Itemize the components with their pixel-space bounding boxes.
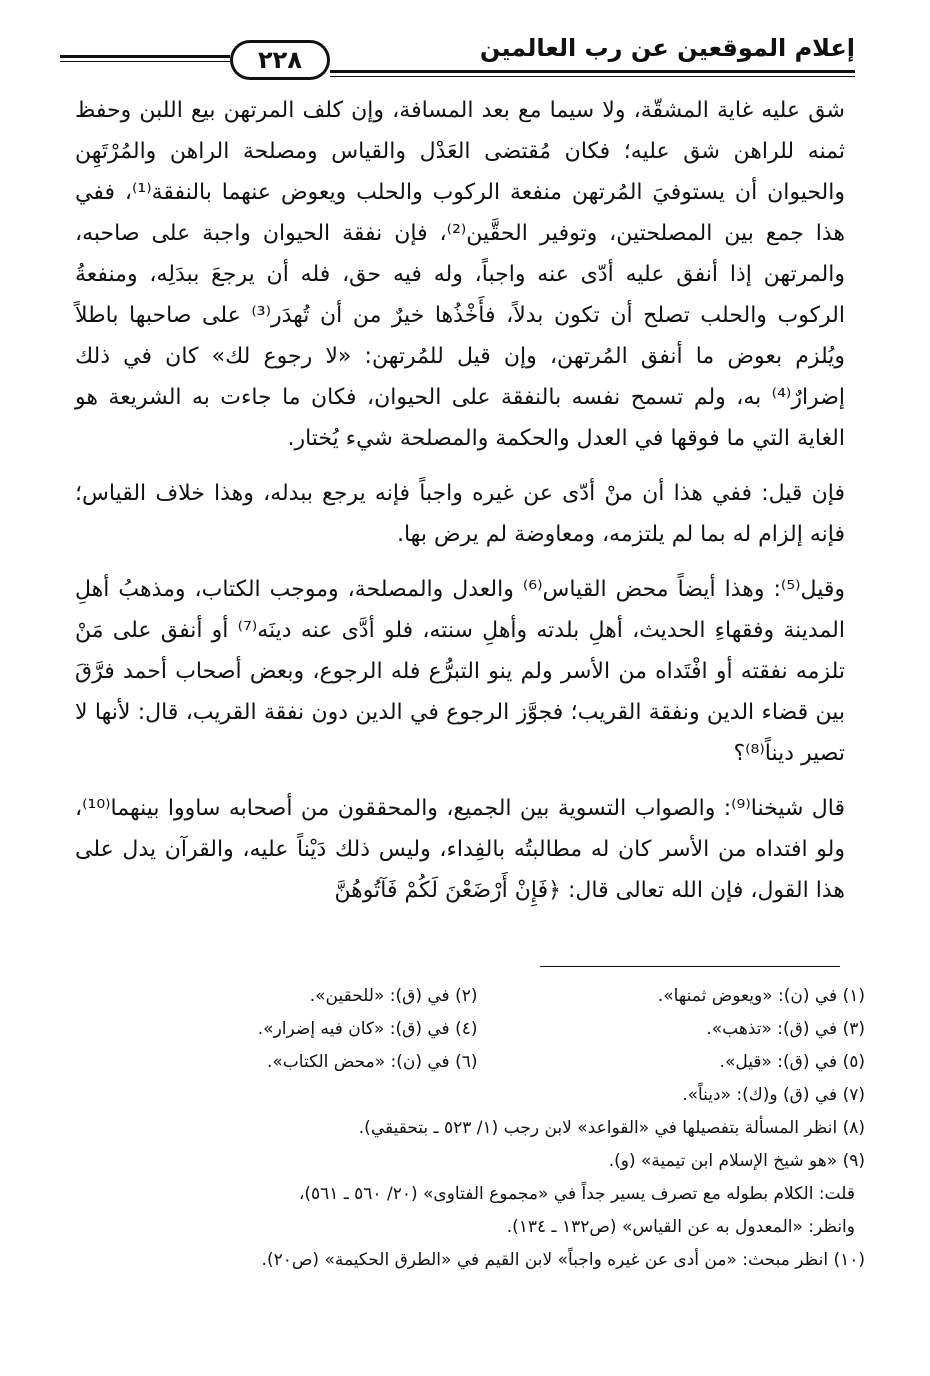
footnote-separator (540, 966, 840, 967)
footnote-8: (٨) انظر المسألة بتفصيلها في «القواعد» لابن رجب (١/ ٥٢٣ ـ بتحقيقي). (358, 1118, 865, 1138)
page-header (60, 20, 855, 80)
footnote-row (90, 1046, 865, 1079)
footnote-4: (٤) في (ق): «كان فيه إضرار». (257, 1019, 478, 1039)
header-rule-right (330, 70, 855, 73)
header-rule-left (60, 55, 230, 58)
footnote-9-continuation: قلت: الكلام بطوله مع تصرف يسير جداً في «مجموع الفتاوى» (٢٠/ ٥٦٠ ـ ٥٦١)، (298, 1184, 855, 1204)
main-text (75, 90, 845, 925)
footnotes (90, 980, 865, 1277)
footnote-row (90, 980, 865, 1013)
footnote-1: (١) في (ن): «ويعوض ثمنها». (657, 986, 865, 1006)
running-title: إعلام الموقعين عن رب العالمين (479, 34, 855, 62)
page-number-badge (230, 40, 330, 80)
footnote-3: (٣) في (ق): «تذهب». (706, 1019, 865, 1039)
footnote-9-continuation: وانظر: «المعدول به عن القياس» (ص١٣٢ ـ ١٣٤). (506, 1217, 855, 1237)
footnote-2: (٢) في (ق): «للحقين». (309, 986, 478, 1006)
footnote-7: (٧) في (ق) و(ك): «ديناً». (682, 1085, 865, 1105)
paragraph: شق عليه غاية المشقّة، ولا سيما مع بعد المسافة، وإن كلف المرتهن بيع اللبن وحفظ ثمنه للراهن شق عليه؛ فكان مُقتضى العَدْل والقياس ومصلحة الراهن والمُرْتَهِن والحيوان أن يستوفيَ المُرتهن منفعة الركوب والحلب ويعوض عنهما بالنفقة⁽¹⁾، ففي هذا جمع بين المصلحتين، وتوفير الحقَّين⁽²⁾، فإن نفقة الحيوان واجبة على صاحبه، والمرتهن إذا أنفق عليه أدّى عنه واجباً، وله فيه حق، فله أن يرجعَ ببدَلِه، ومنفعةُ الركوب والحلب تصلح أن تكون بدلاً، فأَخْذُها خيرٌ من أن تُهدَر⁽³⁾ على صاحبها باطلاً ويُلزم بعوض ما أنفق المُرتهن، وإن قيل للمُرتهن: «لا رجوع لك» كان في ذلك إضرارٌ⁽⁴⁾ به، ولم تسمح نفسه بالنفقة على الحيوان، فكان ما جاءت به الشريعة هو الغاية التي ما فوقها في العدل والحكمة والمصلحة شيء يُختار. (75, 98, 846, 451)
footnote-6: (٦) في (ن): «محض الكتاب». (266, 1052, 478, 1072)
header-rule-right-thin (330, 76, 855, 77)
paragraph: فإن قيل: ففي هذا أن منْ أدّى عن غيره واجباً فإنه يرجع ببدله، وهذا خلاف القياس؛ فإنه إلزام له بما لم يلتزمه، ومعاوضة لم يرض بها. (75, 481, 845, 547)
paragraph: قال شيخنا⁽⁹⁾: والصواب التسوية بين الجميع، والمحققون من أصحابه ساووا بينهما⁽¹⁰⁾، ولو افتداه من الأسر كان له مطالبتُه بالفِداء، وليس ذلك دَيْناً عليه، والقرآن يدل على هذا القول، فإن الله تعالى قال: ﴿فَإِنْ أَرْضَعْنَ لَكُمْ فَآتُوهُنَّ (75, 796, 846, 903)
footnote-row (90, 1013, 865, 1046)
footnote-5: (٥) في (ق): «قيل». (719, 1052, 865, 1072)
footnote-10: (١٠) انظر مبحث: «من أدى عن غيره واجباً» لابن القيم في «الطرق الحكيمة» (ص٢٠). (261, 1250, 865, 1270)
paragraph: وقيل⁽⁵⁾: وهذا أيضاً محض القياس⁽⁶⁾ والعدل والمصلحة، وموجب الكتاب، ومذهبُ أهلِ المدينة وفقهاءِ الحديث، أهلِ بلدته وأهلِ سنته، فلو أدَّى عنه دينَه⁽⁷⁾ أو أنفق على مَنْ تلزمه نفقته أو افْتَداه من الأسر ولم ينو التبرُّع فله الرجوع، وبعض أصحاب أحمد فرَّقَ بين قضاء الدين ونفقة القريب؛ فجوَّز الرجوع في الدين دون نفقة القريب، قال: لأنها لا تصير ديناً⁽⁸⁾؟ (75, 577, 845, 766)
header-rule-left-thin (60, 61, 230, 62)
footnote-9: (٩) «هو شيخ الإسلام ابن تيمية» (و). (608, 1151, 865, 1171)
page-number: ٢٢٨ (258, 46, 302, 74)
